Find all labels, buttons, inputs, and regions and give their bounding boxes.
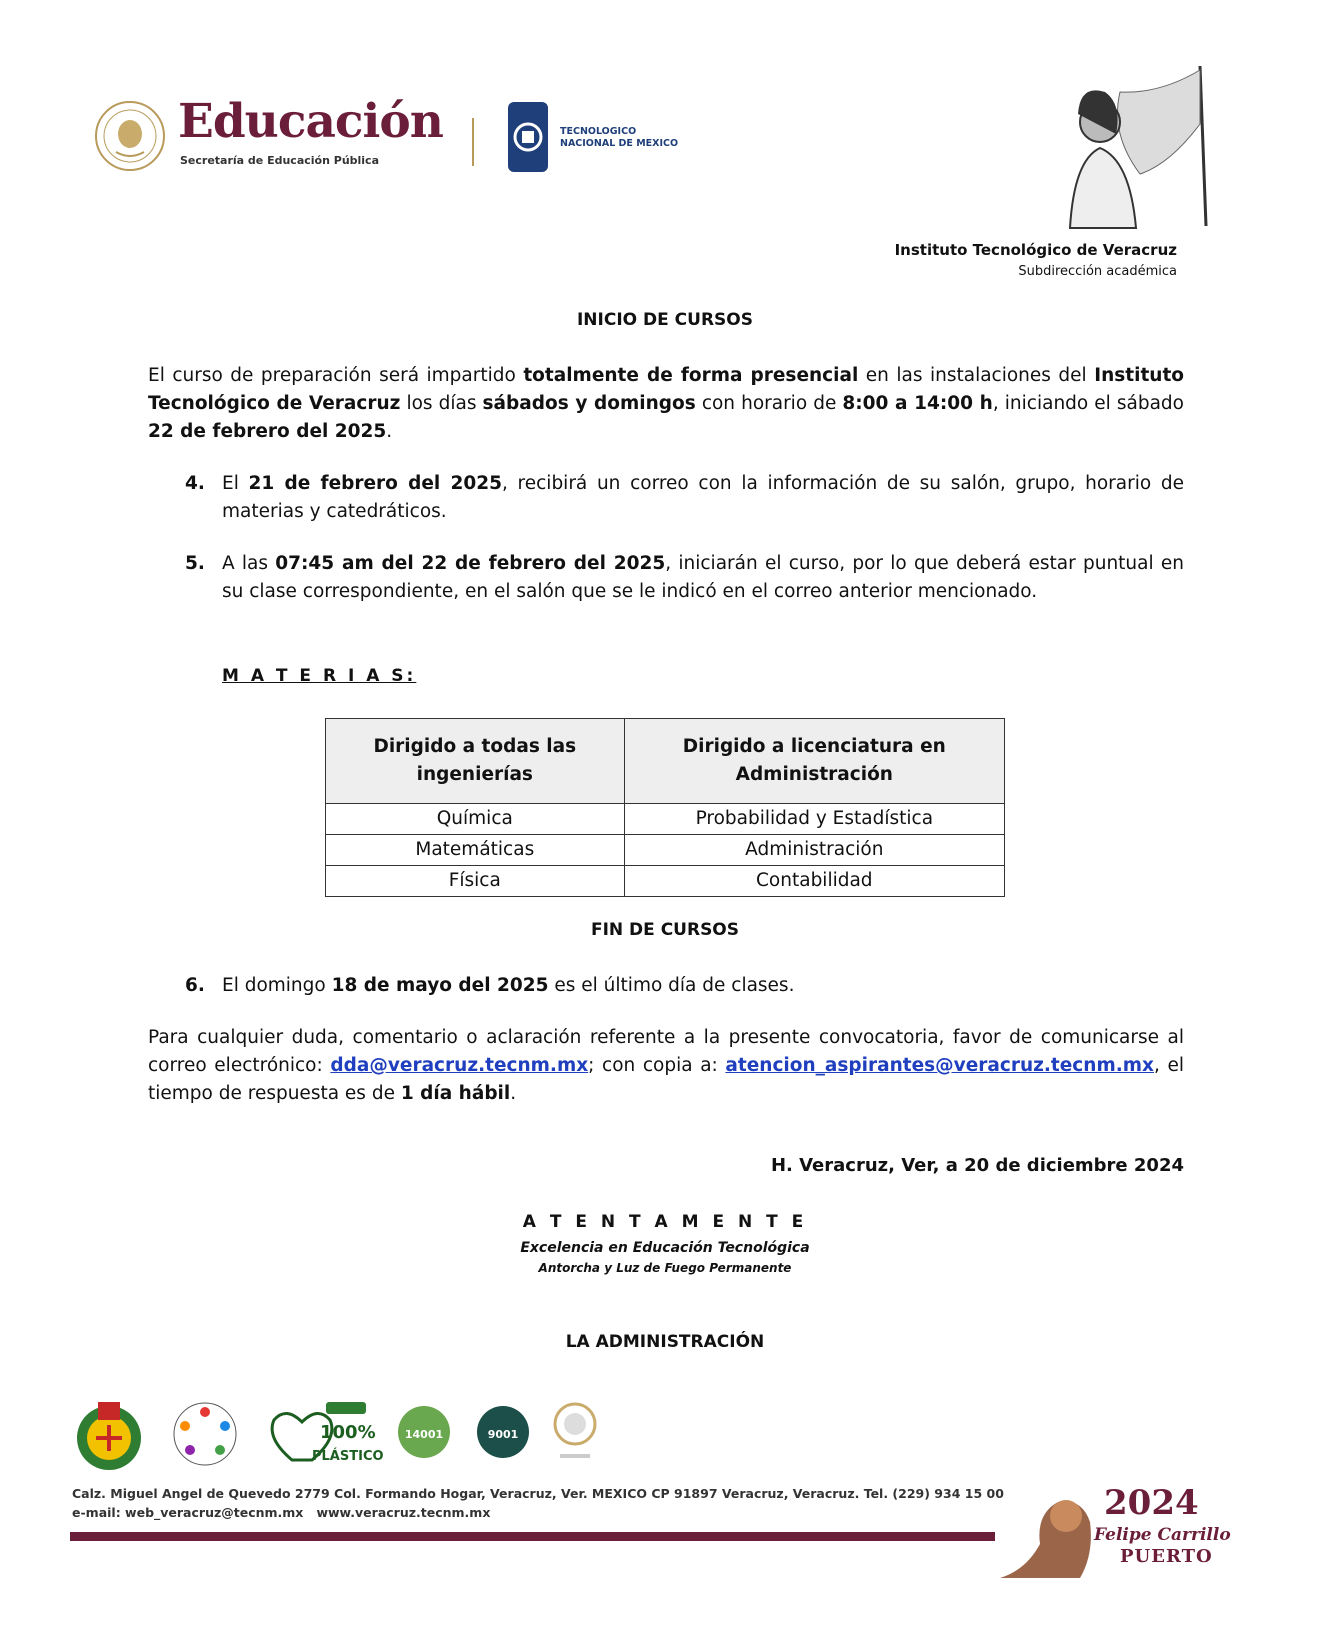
- table-cell: Química: [326, 804, 625, 835]
- footer-email: e-mail: web_veracruz@tecnm.mx: [72, 1505, 304, 1520]
- education-title: Educación: [178, 94, 443, 149]
- iso-9001-badge: [474, 1398, 532, 1468]
- footer-address: Calz. Miguel Angel de Quevedo 2779 Col. Formando Hogar, Veracruz, Ver. MEXICO CP 91897 Veracruz, Veracruz. Tel. (229) 934 15 00 e-mail: web_veracruz@tecnm.mx www.veracruz.tecnm.mx: [72, 1486, 1004, 1520]
- email-link-dda[interactable]: dda@veracruz.tecnm.mx: [330, 1055, 589, 1076]
- signature: LA ADMINISTRACIÓN: [565, 1332, 765, 1352]
- contact-paragraph: Para cualquier duda, comentario o aclaración referente a la presente convocatoria, favor de comunicarse al correo electrónico: dda@veracruz.tecnm.mx; con copia a: atencion_aspirantes@veracruz.tecnm.mx, el tiempo de respuesta es de 1 día hábil.: [148, 1027, 1184, 1104]
- table-cell: Contabilidad: [624, 866, 1004, 897]
- list-item-6: 6. El domingo 18 de mayo del 2025 es el último día de clases.: [185, 975, 795, 996]
- year-2024-felipe-carrillo-puerto-logo: [996, 1474, 1231, 1584]
- svg-text:2024: 2024: [1104, 1483, 1199, 1523]
- footer-bar: [70, 1532, 995, 1541]
- motto-line-1: Excelencia en Educación Tecnológica: [520, 1240, 810, 1256]
- svg-text:14001: 14001: [404, 1428, 444, 1441]
- svg-text:PLÁSTICO: PLÁSTICO: [312, 1449, 384, 1464]
- table-header: Dirigido a licenciatura en Administración: [624, 719, 1004, 804]
- table-cell: Matemáticas: [326, 835, 625, 866]
- place-date: H. Veracruz, Ver, a 20 de diciembre 2024: [770, 1155, 1184, 1176]
- subjects-table: [325, 718, 1005, 897]
- ith-shield-icon: [68, 1398, 150, 1474]
- footer-website: www.veracruz.tecnm.mx: [316, 1505, 491, 1520]
- certification-seal-icon: [552, 1398, 598, 1468]
- email-link-aspirantes[interactable]: atencion_aspirantes@veracruz.tecnm.mx: [725, 1055, 1154, 1076]
- iso-14001-badge: [395, 1398, 453, 1468]
- tecnm-name: TECNOLOGICO NACIONAL DE MEXICO: [560, 126, 679, 149]
- table-cell: Física: [326, 866, 625, 897]
- table-row: [326, 835, 1005, 866]
- intro-paragraph: El curso de preparación será impartido totalmente de forma presencial en las instalaciones del Instituto Tecnológico de Veracruz los días sábados y domingos con horario de 8:00 a 14:00 h, iniciando el sábado 22 de febrero del 2025.: [148, 365, 1185, 442]
- plastic-free-icon: [262, 1398, 384, 1468]
- institute-name: Instituto Tecnológico de Veracruz: [894, 241, 1177, 259]
- header-divider: [472, 118, 474, 166]
- table-row: [326, 804, 1005, 835]
- svg-text:Felipe Carrillo: Felipe Carrillo: [1094, 1525, 1231, 1545]
- education-subtitle: Secretaría de Educación Pública: [180, 154, 380, 167]
- motto-line-2: Antorcha y Luz de Fuego Permanente: [538, 1261, 792, 1275]
- tecnm-logo-icon: [506, 100, 550, 174]
- atentamente: A T E N T A M E N T E: [522, 1212, 808, 1232]
- list-item-5: 5. A las 07:45 am del 22 de febrero del 2025, iniciarán el curso, por lo que deberá estar puntual en su clase correspondiente, en el salón que se le indicó en el correo anterior mencionado.: [185, 553, 1184, 602]
- coat-of-arms-seal: [94, 100, 166, 172]
- list-item-4: 4. El 21 de febrero del 2025, recibirá un correo con la información de su salón, grupo, horario de materias y catedráticos.: [185, 473, 1184, 522]
- svg-text:9001: 9001: [487, 1428, 519, 1441]
- section-heading-inicio: INICIO DE CURSOS: [576, 310, 753, 330]
- table-row: [326, 866, 1005, 897]
- table-cell: Administración: [624, 835, 1004, 866]
- heroine-flag-illustration: [1050, 64, 1206, 228]
- table-cell: Probabilidad y Estadística: [624, 804, 1004, 835]
- svg-text:PUERTO: PUERTO: [1120, 1546, 1213, 1567]
- department-name: Subdirección académica: [1018, 264, 1177, 279]
- materias-label: M A T E R I A S:: [222, 666, 417, 686]
- table-header: Dirigido a todas las ingenierías: [326, 719, 625, 804]
- equality-norm-icon: [170, 1398, 240, 1470]
- section-heading-fin: FIN DE CURSOS: [590, 920, 740, 940]
- svg-text:100%: 100%: [320, 1422, 376, 1443]
